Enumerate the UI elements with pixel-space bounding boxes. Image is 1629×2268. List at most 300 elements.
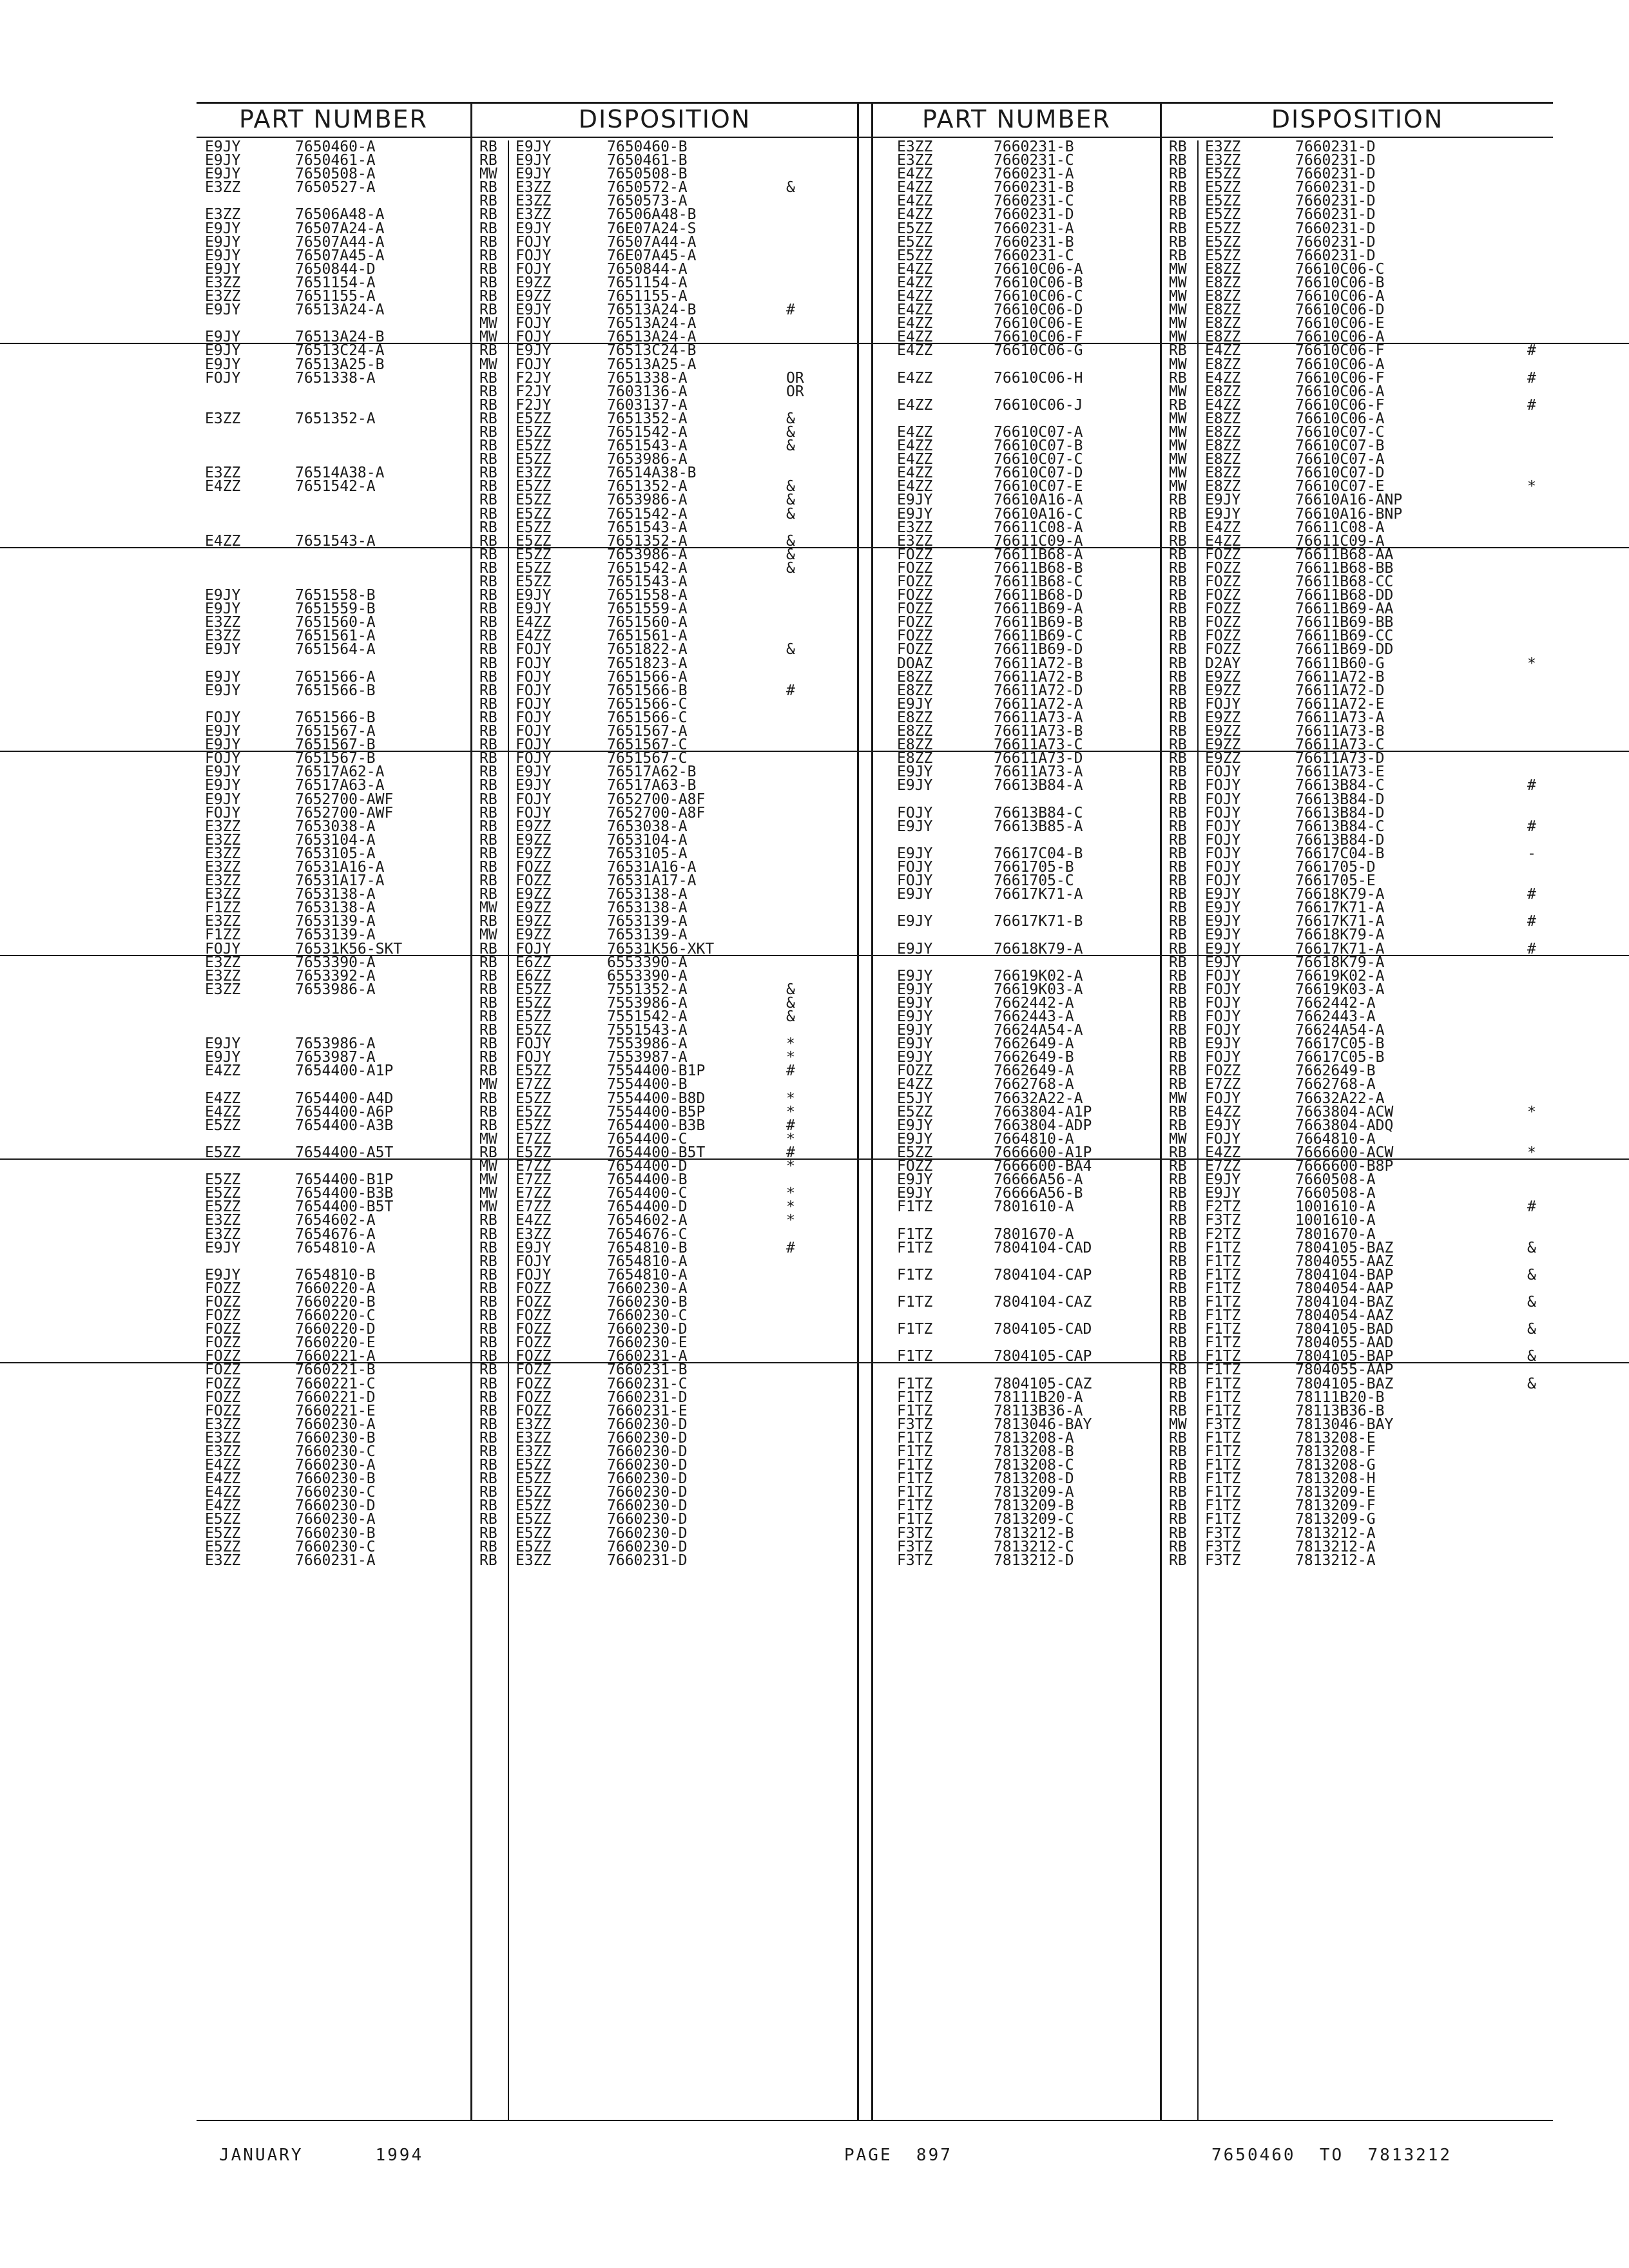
table-row — [0, 1173, 1629, 1187]
part-number: 76613B84-C — [994, 804, 1083, 822]
new-part-number: 7664810-A — [1295, 1130, 1376, 1148]
disposition-code: RB — [479, 1035, 497, 1053]
part-prefix: FOZZ — [897, 614, 933, 631]
disposition-note: & — [786, 505, 795, 523]
new-prefix: FOJY — [1205, 818, 1241, 835]
part-prefix: E4ZZ — [897, 315, 933, 332]
part-number: 7660230-B — [295, 1429, 376, 1446]
table-row — [0, 765, 1629, 779]
new-prefix: E8ZZ — [1205, 288, 1241, 305]
new-part-number: 76618K79-A — [1295, 927, 1385, 944]
new-part-number: 7651543-A — [607, 519, 688, 536]
new-prefix: FOZZ — [516, 872, 552, 890]
part-number: 7804105-CAP — [994, 1348, 1092, 1365]
part-prefix: E3ZZ — [205, 1443, 241, 1460]
table-row — [0, 1554, 1629, 1568]
disposition-code: RB — [479, 274, 497, 291]
new-prefix: FOZZ — [516, 1334, 552, 1352]
part-number: 7653139-A — [295, 913, 376, 930]
new-prefix: E3ZZ — [516, 1552, 552, 1569]
new-part-number: 7661705-E — [1295, 872, 1376, 890]
disposition-note: & — [786, 994, 795, 1012]
disposition-code: RB — [479, 709, 497, 726]
disposition-code: RB — [1169, 872, 1187, 890]
table-row — [0, 1429, 1629, 1446]
disposition-note: # — [786, 1144, 795, 1161]
part-prefix: E3ZZ — [205, 845, 241, 862]
new-part-number: 7651566-A — [607, 668, 688, 686]
table-row — [0, 738, 1629, 752]
new-prefix: E8ZZ — [1205, 465, 1241, 482]
part-prefix: E4ZZ — [205, 1457, 241, 1474]
part-prefix: E9JY — [897, 695, 933, 713]
disposition-code: RB — [479, 1375, 497, 1392]
new-prefix: FOJY — [516, 233, 552, 251]
disposition-code: RB — [479, 764, 497, 781]
disposition-note: # — [1527, 369, 1536, 387]
part-prefix: E4ZZ — [205, 1484, 241, 1501]
new-prefix: F3TZ — [1205, 1416, 1241, 1433]
disposition-code: RB — [479, 1225, 497, 1243]
part-number: 7663804-A1P — [994, 1103, 1092, 1120]
new-part-number: 76610C06-F — [1295, 342, 1385, 360]
disposition-code: RB — [479, 954, 497, 971]
table-row — [0, 804, 1629, 822]
disposition-code: RB — [479, 682, 497, 699]
disposition-code: RB — [1169, 1470, 1187, 1488]
new-part-number: 76611A73-D — [1295, 750, 1385, 767]
new-part-number: 7553987-A — [607, 1049, 688, 1066]
part-prefix: E4ZZ — [897, 274, 933, 291]
new-part-number: 7660231-D — [1295, 166, 1376, 183]
new-prefix: F1TZ — [1205, 1239, 1241, 1256]
disposition-code: RB — [1169, 804, 1187, 822]
disposition-code: MW — [1169, 329, 1187, 346]
new-prefix: FOJY — [516, 356, 552, 373]
part-number: 7653392-A — [295, 967, 376, 985]
table-row — [0, 1051, 1629, 1064]
disposition-code: RB — [479, 451, 497, 468]
table-row — [0, 668, 1629, 686]
new-part-number: 7651154-A — [607, 274, 688, 291]
part-prefix: E9JY — [897, 940, 933, 957]
part-prefix: F1TZ — [897, 1198, 933, 1216]
disposition-code: MW — [479, 315, 497, 332]
new-part-number: 76531K56-XKT — [607, 940, 715, 957]
part-number: 7662442-A — [994, 994, 1074, 1012]
part-number: 76611A72-B — [994, 668, 1083, 686]
new-part-number: 7653986-A — [607, 546, 688, 563]
part-prefix: E5ZZ — [897, 1103, 933, 1120]
disposition-code: RB — [1169, 940, 1187, 957]
disposition-code: RB — [1169, 505, 1187, 523]
disposition-code: MW — [479, 1130, 497, 1148]
disposition-code: RB — [479, 383, 497, 400]
part-number: 7653987-A — [295, 1049, 376, 1066]
new-prefix: E9ZZ — [1205, 723, 1241, 740]
new-part-number: 7804105-BAZ — [1295, 1375, 1394, 1392]
disposition-code: RB — [1169, 899, 1187, 917]
part-prefix: E3ZZ — [205, 1212, 241, 1229]
new-prefix: FOZZ — [1205, 546, 1241, 563]
disposition-code: RB — [1169, 858, 1187, 876]
part-prefix: E4ZZ — [897, 423, 933, 441]
part-number: 7813208-A — [994, 1429, 1074, 1446]
part-number: 76610C06-D — [994, 302, 1083, 319]
part-prefix: E9JY — [205, 736, 241, 754]
new-part-number: 7661705-D — [1295, 858, 1376, 876]
part-number: 76610C07-C — [994, 451, 1083, 468]
part-prefix: E5ZZ — [205, 1524, 241, 1542]
disposition-code: RB — [1169, 1239, 1187, 1256]
new-part-number: 7650844-A — [607, 260, 688, 278]
new-prefix: E3ZZ — [516, 465, 552, 482]
disposition-code: RB — [479, 1348, 497, 1365]
new-part-number: 76513A25-A — [607, 356, 697, 373]
part-prefix: FOZZ — [205, 1334, 241, 1352]
new-prefix: E9ZZ — [516, 818, 552, 835]
disposition-code: RB — [479, 1062, 497, 1080]
part-prefix: E9JY — [897, 764, 933, 781]
part-prefix: E5ZZ — [205, 1511, 241, 1528]
disposition-code: MW — [1169, 451, 1187, 468]
disposition-code: RB — [479, 1307, 497, 1325]
part-number: 76507A44-A — [295, 233, 385, 251]
disposition-code: RB — [479, 260, 497, 278]
table-row — [0, 1024, 1629, 1037]
part-number: 7813208-B — [994, 1443, 1074, 1460]
new-prefix: E7ZZ — [1205, 1076, 1241, 1093]
new-prefix: E5ZZ — [1205, 166, 1241, 183]
part-prefix: E4ZZ — [897, 1076, 933, 1093]
new-prefix: E9ZZ — [1205, 736, 1241, 754]
table-row — [0, 222, 1629, 236]
new-part-number: 7553986-A — [607, 1035, 688, 1053]
disposition-code: RB — [1169, 1524, 1187, 1542]
part-number: 7804105-CAZ — [994, 1375, 1092, 1392]
new-part-number: 76513A24-A — [607, 329, 697, 346]
table-row — [0, 344, 1629, 358]
new-prefix: FOJY — [516, 940, 552, 957]
disposition-code: RB — [1169, 1035, 1187, 1053]
disposition-note: * — [1527, 1144, 1536, 1161]
new-part-number: 7651542-A — [607, 559, 688, 577]
part-number: 7654676-A — [295, 1225, 376, 1243]
disposition-note: & — [786, 546, 795, 563]
new-part-number: 76611B68-CC — [1295, 573, 1394, 590]
table-row — [0, 154, 1629, 168]
part-number: 76619K03-A — [994, 981, 1083, 998]
new-part-number: 7654810-A — [607, 1253, 688, 1270]
new-prefix: E5ZZ — [516, 437, 552, 455]
table-row — [0, 940, 1629, 957]
table-row — [0, 657, 1629, 671]
disposition-code: MW — [479, 927, 497, 944]
disposition-note: OR — [786, 383, 804, 400]
part-number: 7651155-A — [295, 288, 376, 305]
part-prefix: F3TZ — [897, 1552, 933, 1569]
new-part-number: 7660230-D — [607, 1457, 688, 1474]
part-number: 7666600-A1P — [994, 1144, 1092, 1161]
disposition-code: RB — [479, 858, 497, 876]
bottom-rule — [197, 2120, 1553, 2121]
new-part-number: 76611B60-G — [1295, 655, 1385, 672]
part-prefix: E9JY — [205, 1035, 241, 1053]
disposition-code: RB — [1169, 1049, 1187, 1066]
new-part-number: 76610C06-A — [1295, 329, 1385, 346]
table-row — [0, 385, 1629, 399]
part-prefix: E9JY — [205, 329, 241, 346]
new-prefix: FOJY — [1205, 1130, 1241, 1148]
part-number: 7662649-B — [994, 1049, 1074, 1066]
disposition-code: RB — [1169, 750, 1187, 767]
new-prefix: E4ZZ — [516, 614, 552, 631]
table-row — [0, 1187, 1629, 1200]
disposition-code: RB — [1169, 1389, 1187, 1406]
new-part-number: 76611A73-A — [1295, 709, 1385, 726]
new-prefix: F1TZ — [1205, 1470, 1241, 1488]
new-part-number: 76611A73-C — [1295, 736, 1385, 754]
part-prefix: E4ZZ — [897, 166, 933, 183]
part-number: 7651559-B — [295, 601, 376, 618]
disposition-code: RB — [1169, 682, 1187, 699]
new-part-number: 7654400-B5T — [607, 1144, 706, 1161]
part-prefix: F3TZ — [897, 1524, 933, 1542]
new-prefix: E9ZZ — [1205, 709, 1241, 726]
new-prefix: F1TZ — [1205, 1429, 1241, 1446]
part-number: 7653138-A — [295, 886, 376, 903]
part-prefix: E3ZZ — [205, 465, 241, 482]
part-number: 7660220-E — [295, 1334, 376, 1352]
part-number: 76617C04-B — [994, 845, 1083, 862]
new-part-number: 76513A24-B — [607, 302, 697, 319]
part-prefix: E9JY — [897, 886, 933, 903]
new-prefix: E7ZZ — [1205, 1158, 1241, 1175]
part-prefix: E4ZZ — [205, 1470, 241, 1488]
new-part-number: 76611C09-A — [1295, 532, 1385, 550]
part-number: 76613B85-A — [994, 818, 1083, 835]
new-prefix: F1TZ — [1205, 1280, 1241, 1297]
new-part-number: 76610C07-A — [1295, 451, 1385, 468]
left-part-number-header: PART NUMBER — [239, 105, 428, 133]
part-number: 7654400-B3B — [295, 1185, 394, 1202]
table-row — [0, 1472, 1629, 1486]
new-part-number: 76611A72-B — [1295, 668, 1385, 686]
disposition-note: # — [1527, 940, 1536, 957]
disposition-code: RB — [1169, 519, 1187, 536]
part-number: 76517A63-A — [295, 777, 385, 794]
new-prefix: FOZZ — [1205, 573, 1241, 590]
new-prefix: FOZZ — [1205, 641, 1241, 658]
disposition-note: & — [786, 492, 795, 509]
disposition-code: RB — [479, 410, 497, 427]
new-part-number: 76619K02-A — [1295, 967, 1385, 985]
new-prefix: F1TZ — [1205, 1457, 1241, 1474]
new-part-number: 7660231-D — [1295, 139, 1376, 155]
part-prefix: E4ZZ — [205, 1090, 241, 1107]
new-part-number: 7651561-A — [607, 628, 688, 645]
part-number: 7654602-A — [295, 1212, 376, 1229]
new-prefix: FOJY — [516, 695, 552, 713]
new-prefix: F2TZ — [1205, 1198, 1241, 1216]
new-prefix: FOZZ — [516, 1321, 552, 1338]
part-number: 76610C06-H — [994, 369, 1083, 387]
new-part-number: 7653986-A — [607, 451, 688, 468]
disposition-code: RB — [1169, 1171, 1187, 1189]
part-number: 7650508-A — [295, 166, 376, 183]
new-part-number: 7651542-A — [607, 423, 688, 441]
new-prefix: E5ZZ — [516, 1470, 552, 1488]
disposition-code: RB — [1169, 206, 1187, 224]
new-part-number: 7660230-E — [607, 1334, 688, 1352]
part-prefix: FOZZ — [897, 1062, 933, 1080]
new-prefix: E3ZZ — [516, 1225, 552, 1243]
new-prefix: F1TZ — [1205, 1293, 1241, 1311]
new-prefix: FOJY — [1205, 777, 1241, 794]
part-prefix: E3ZZ — [897, 139, 933, 155]
new-prefix: E5ZZ — [516, 1103, 552, 1120]
part-number: 76514A38-A — [295, 465, 385, 482]
table-row — [0, 1010, 1629, 1024]
part-prefix: E4ZZ — [205, 478, 241, 495]
new-prefix: E9JY — [1205, 1117, 1241, 1134]
part-prefix: E9JY — [205, 152, 241, 169]
part-number: 7651561-A — [295, 628, 376, 645]
new-prefix: F1TZ — [1205, 1307, 1241, 1325]
disposition-note: - — [1527, 845, 1536, 862]
new-prefix: FOJY — [516, 804, 552, 822]
part-prefix: FOZZ — [205, 1280, 241, 1297]
part-prefix: FOZZ — [897, 559, 933, 577]
part-number: 76619K02-A — [994, 967, 1083, 985]
new-prefix: FOJY — [1205, 804, 1241, 822]
part-number: 78111B20-A — [994, 1389, 1083, 1406]
disposition-code: MW — [1169, 260, 1187, 278]
disposition-code: RB — [479, 1484, 497, 1501]
disposition-code: RB — [1169, 777, 1187, 794]
table-row — [0, 983, 1629, 997]
new-prefix: E7ZZ — [516, 1185, 552, 1202]
table-row — [0, 725, 1629, 738]
new-prefix: FOZZ — [1205, 587, 1241, 604]
disposition-code: RB — [479, 1049, 497, 1066]
new-part-number: 7654602-A — [607, 1212, 688, 1229]
part-number: 76611A72-B — [994, 655, 1083, 672]
part-number: 7662649-A — [994, 1035, 1074, 1053]
disposition-code: RB — [479, 1117, 497, 1134]
table-row — [0, 181, 1629, 195]
new-prefix: FOJY — [1205, 831, 1241, 849]
part-prefix: FOZZ — [897, 587, 933, 604]
part-prefix: E5ZZ — [205, 1171, 241, 1189]
disposition-code: RB — [1169, 709, 1187, 726]
part-number: 7654810-A — [295, 1239, 376, 1256]
new-part-number: 7551352-A — [607, 981, 688, 998]
part-number: 7660230-A — [295, 1457, 376, 1474]
new-part-number: 7813209-E — [1295, 1484, 1376, 1501]
disposition-code: RB — [479, 1511, 497, 1528]
part-prefix: FOZZ — [897, 641, 933, 658]
part-prefix: E9JY — [897, 1008, 933, 1025]
disposition-code: RB — [479, 546, 497, 563]
part-number: 76611B69-B — [994, 614, 1083, 631]
part-number: 76610C06-J — [994, 396, 1083, 414]
disposition-code: RB — [479, 139, 497, 155]
new-part-number: 76611A73-B — [1295, 723, 1385, 740]
part-prefix: FOZZ — [205, 1402, 241, 1419]
new-part-number: 7666600-B8P — [1295, 1158, 1394, 1175]
new-prefix: E5ZZ — [516, 1524, 552, 1542]
new-part-number: 76517A62-B — [607, 764, 697, 781]
new-part-number: 7651566-B — [607, 682, 688, 699]
disposition-code: RB — [479, 396, 497, 414]
new-part-number: 1001610-A — [1295, 1198, 1376, 1216]
part-number: 7651567-A — [295, 723, 376, 740]
footer-date: JANUARY 1994 — [219, 2146, 424, 2165]
new-part-number: 76506A48-B — [607, 206, 697, 224]
new-prefix: E5ZZ — [516, 1022, 552, 1039]
disposition-code: RB — [479, 1552, 497, 1569]
new-prefix: F1TZ — [1205, 1348, 1241, 1365]
disposition-note: * — [786, 1130, 795, 1148]
disposition-note: & — [786, 641, 795, 658]
part-number: 7653986-A — [295, 981, 376, 998]
table-row — [0, 967, 1629, 985]
new-part-number: 7660231-D — [607, 1552, 688, 1569]
new-part-number: 7662442-A — [1295, 994, 1376, 1012]
new-part-number: 7660231-D — [1295, 179, 1376, 197]
new-part-number: 7801670-A — [1295, 1225, 1376, 1243]
new-part-number: 7813208-F — [1295, 1443, 1376, 1460]
new-part-number: 7663804-ACW — [1295, 1103, 1394, 1120]
new-part-number: 7652700-A8F — [607, 791, 706, 808]
part-prefix: E9JY — [205, 220, 241, 237]
new-prefix: E9JY — [516, 342, 552, 360]
part-prefix: F3TZ — [897, 1416, 933, 1433]
part-prefix: E4ZZ — [205, 1062, 241, 1080]
right-disposition-header: DISPOSITION — [1271, 105, 1444, 133]
part-number: 76507A24-A — [295, 220, 385, 237]
disposition-note: # — [1527, 777, 1536, 794]
table-row — [0, 695, 1629, 713]
part-number: 7651560-A — [295, 614, 376, 631]
new-part-number: 7804055-AAZ — [1295, 1253, 1394, 1270]
disposition-code: RB — [1169, 1307, 1187, 1325]
new-part-number: 76517A63-B — [607, 777, 697, 794]
new-part-number: 7666600-ACW — [1295, 1144, 1394, 1161]
new-part-number: 76613B84-C — [1295, 818, 1385, 835]
part-number: 7650527-A — [295, 179, 376, 197]
new-prefix: E8ZZ — [1205, 260, 1241, 278]
table-row — [0, 260, 1629, 278]
new-part-number: 7804055-AAD — [1295, 1334, 1394, 1352]
new-prefix: E9ZZ — [1205, 668, 1241, 686]
disposition-code: MW — [479, 1171, 497, 1189]
new-prefix: E5ZZ — [516, 1538, 552, 1555]
new-part-number: 7652700-A8F — [607, 804, 706, 822]
table-row — [0, 643, 1629, 657]
disposition-note: # — [1527, 396, 1536, 414]
new-part-number: 7660230-C — [607, 1307, 688, 1325]
part-number: 7660220-B — [295, 1293, 376, 1311]
part-prefix: E9JY — [205, 260, 241, 278]
part-number: 7813208-D — [994, 1470, 1074, 1488]
disposition-code: RB — [479, 193, 497, 210]
new-part-number: 7813209-F — [1295, 1497, 1376, 1515]
new-prefix: E5ZZ — [516, 1117, 552, 1134]
part-prefix: E9JY — [897, 981, 933, 998]
new-part-number: 7653038-A — [607, 818, 688, 835]
